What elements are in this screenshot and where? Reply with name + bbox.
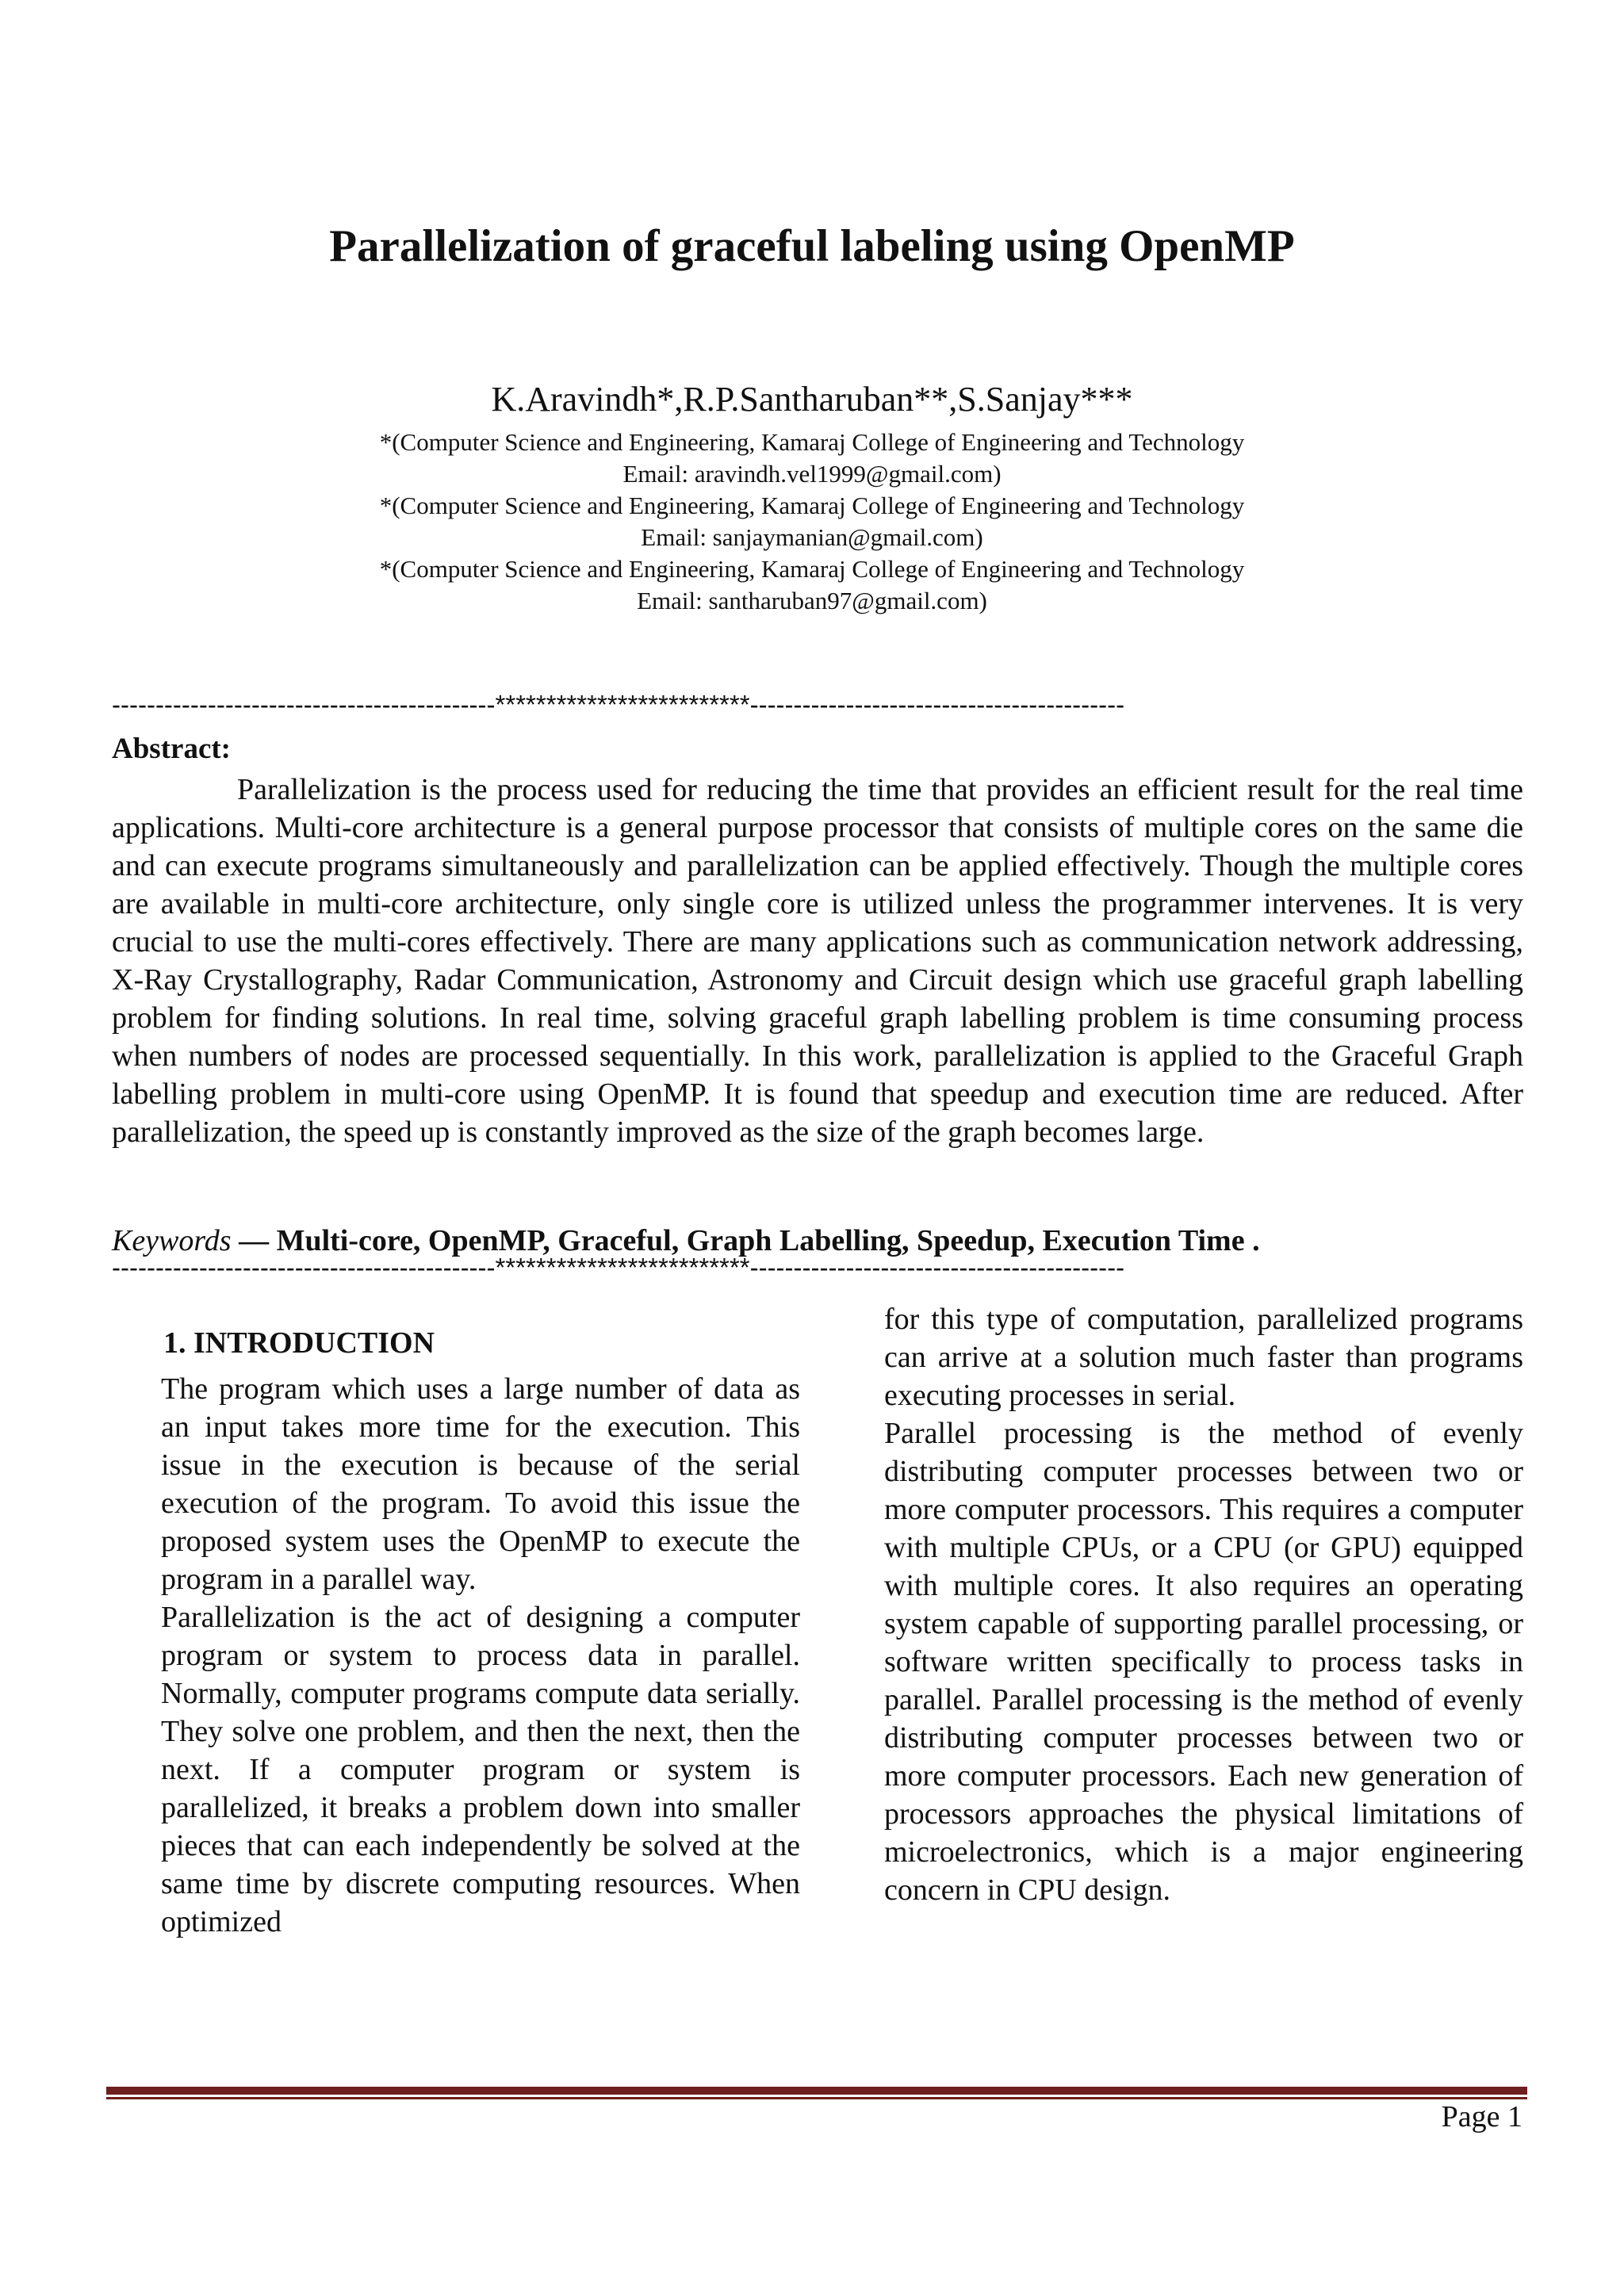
abstract-text: Parallelization is the process used for reducing the time that provides an efficient result for the real time applications. Multi-core architecture is a general purpose processor that consists of multiple cores on the same die and can execute programs simultaneously and parallelization can be applied effectively. Though the multiple cores are available in multi-core architecture, only single core is utilized unless the programmer intervenes. It is very crucial to use the multi-cores effectively. There are many applications such as communication network addressing, X-Ray Crystallography, Radar Communication, Astronomy and Circuit design which use graceful graph labelling problem for finding solutions. In real time, solving graceful graph labelling problem is time consuming process when numbers of nodes are processed sequentially. In this work, parallelization is applied to the Graceful Graph labelling problem in multi-core using OpenMP. It is found that speedup and execution time are reduced. After parallelization, the speed up is constantly improved as the size of the graph becomes large.	[112, 773, 1523, 1149]
keywords-label: Keywords	[112, 1224, 232, 1257]
right-column	[884, 1300, 1523, 1909]
keywords-value: — Multi-core, OpenMP, Graceful, Graph Labelling, Speedup, Execution Time .	[231, 1224, 1260, 1257]
paragraph: Parallelization is the act of designing a computer program or system to process data in parallel. Normally, computer programs compute data serially. They solve one problem, and then the next, then the next. If a computer program or system is parallelized, it breaks a problem down into smaller pieces that can each independently be solved at the same time by discrete computing resources. When optimized	[161, 1601, 800, 1938]
separator-bottom: --------------------------------------------*************************-------------------------------------------	[112, 1253, 1125, 1282]
affiliation-line: *(Computer Science and Engineering, Kamaraj College of Engineering and Technology	[379, 492, 1245, 519]
author-list: K.Aravindh*,R.P.Santharuban**,S.Sanjay***	[491, 380, 1133, 419]
email-line: Email: aravindh.vel1999@gmail.com)	[622, 460, 1002, 488]
affiliations	[0, 427, 1624, 617]
affiliation-line: *(Computer Science and Engineering, Kamaraj College of Engineering and Technology	[379, 555, 1245, 583]
paper-title: Parallelization of graceful labeling using OpenMP	[329, 221, 1295, 271]
separator-top: --------------------------------------------*************************-------------------------------------------	[112, 690, 1125, 719]
affiliation-line: *(Computer Science and Engineering, Kamaraj College of Engineering and Technology	[379, 428, 1245, 456]
paragraph: for this type of computation, parallelized programs can arrive at a solution much faster than programs executing processes in serial.	[884, 1303, 1523, 1412]
paragraph: Parallel processing is the method of evenly distributing computer processes between two or more computer processors. This requires a computer with multiple CPUs, or a CPU (or GPU) equipped with multiple cores. It also requires an operating system capable of supporting parallel processing, or software written specifically to process tasks in parallel. Parallel processing is the method of evenly distributing computer processes between two or more computer processors. Each new generation of processors approaches the physical limitations of microelectronics, which is a major engineering concern in CPU design.	[884, 1417, 1523, 1907]
left-column	[161, 1370, 800, 1941]
page-number: Page 1	[1441, 2100, 1522, 2133]
footer-rule	[106, 2087, 1527, 2095]
section-heading-introduction: 1. INTRODUCTION	[163, 1326, 435, 1360]
abstract-heading: Abstract:	[112, 733, 232, 765]
email-line: Email: sanjaymanian@gmail.com)	[641, 523, 983, 551]
paragraph: The program which uses a large number of data as an input takes more time for the execution. This issue in the execution is because of the serial execution of the program. To avoid this issue the proposed system uses the OpenMP to execute the program in a parallel way.	[161, 1372, 800, 1596]
email-line: Email: santharuban97@gmail.com)	[637, 587, 987, 614]
